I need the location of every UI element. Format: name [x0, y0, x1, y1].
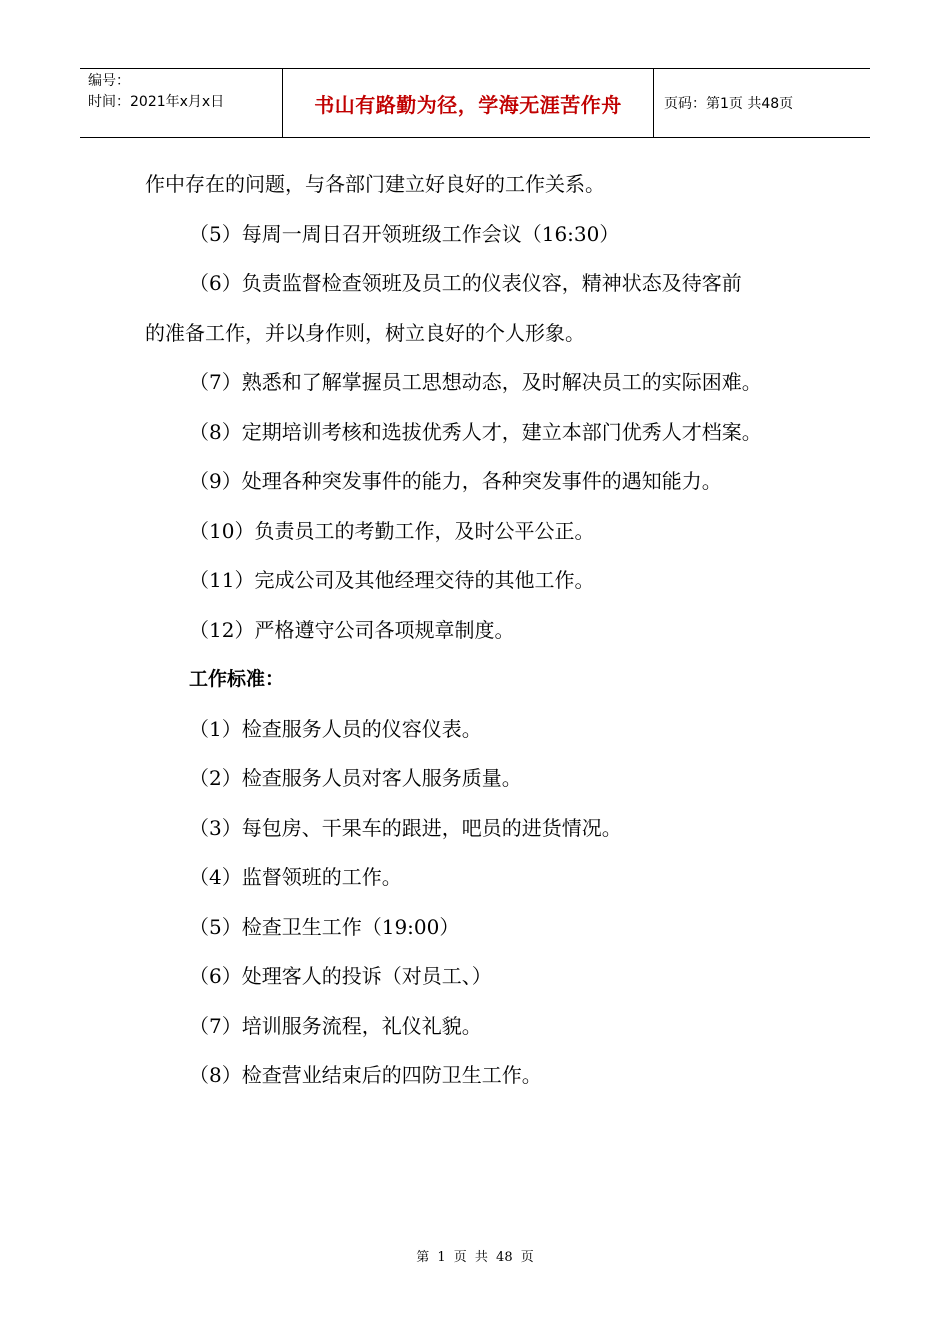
body-line: （6）负责监督检查领班及员工的仪表仪容，精神状态及待客前	[189, 271, 742, 295]
body-line: （9）处理各种突发事件的能力，各种突发事件的遇知能力。	[189, 469, 722, 493]
standard-item: （6）处理客人的投诉（对员工、）	[189, 964, 492, 988]
body-line: （8）定期培训考核和选拔优秀人才，建立本部门优秀人才档案。	[189, 419, 762, 444]
body-line: （12）严格遵守公司各项规章制度。	[189, 617, 515, 642]
standard-item: （7）培训服务流程，礼仪礼貌。	[189, 1013, 482, 1038]
header-meta	[80, 69, 282, 137]
header-motto: 书山有路勤为径，学海无涯苦作舟	[282, 69, 654, 137]
body-line: （5）每周一周日召开领班级工作会议（16:30）	[189, 221, 620, 246]
standard-item: （3）每包房、干果车的跟进，吧员的进货情况。	[189, 815, 622, 840]
body-line: （7）熟悉和了解掌握员工思想动态，及时解决员工的实际困难。	[189, 370, 762, 394]
document-body	[145, 160, 825, 1101]
standard-item: （2）检查服务人员对客人服务质量。	[189, 766, 522, 790]
standard-item: （8）检查营业结束后的四防卫生工作。	[189, 1063, 542, 1087]
standard-item: （1）检查服务人员的仪容仪表。	[189, 716, 482, 741]
page-footer: 第 1 页 共 48 页	[416, 1250, 534, 1265]
body-line: （11）完成公司及其他经理交待的其他工作。	[189, 568, 595, 592]
body-line: （10）负责员工的考勤工作，及时公平公正。	[189, 518, 595, 543]
time-label: 时间：2021年x月x日	[88, 94, 225, 110]
standard-item: （5）检查卫生工作（19:00）	[189, 914, 460, 939]
code-label: 编号：	[88, 73, 130, 89]
standard-item: （4）监督领班的工作。	[189, 865, 402, 889]
header-page-info: 页码：第1页 共48页	[664, 96, 794, 112]
page-header	[80, 68, 870, 138]
standards-heading: 工作标准：	[189, 668, 285, 690]
body-line: 的准备工作，并以身作则，树立良好的个人形象。	[145, 320, 585, 345]
body-line: 作中存在的问题，与各部门建立好良好的工作关系。	[145, 172, 605, 196]
